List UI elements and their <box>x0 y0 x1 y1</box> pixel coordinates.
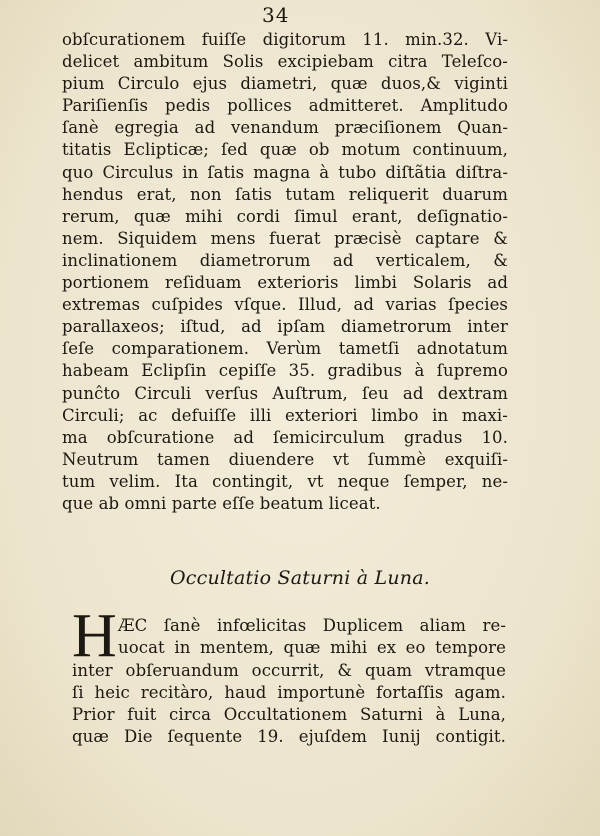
text-line: Neutrum tamen diuendere vt ſummè exquiſi- <box>62 449 508 469</box>
text-line: hendus erat, non ſatis tutam reliquerit duarum <box>62 184 508 204</box>
text-line: punĉto Circuli verſus Auſtrum, ſeu ad dextram <box>62 383 508 403</box>
page-number: 34 <box>262 3 290 27</box>
text-line: Prior fuit circa Occultationem Saturni à Luna, <box>72 705 506 725</box>
text-line: ſi heic recitàro, haud importunè fortaſſis agam. <box>72 682 506 702</box>
text-line: Circuli; ac defuiſſe illi exteriori limbo in maxi- <box>62 405 508 425</box>
text-line: inter obſeruandum occurrit, & quam vtramque <box>72 660 506 680</box>
text-line: rerum, quæ mihi cordi ſimul erant, deſignatio- <box>62 206 508 226</box>
text-line: tum velim. Ita contingit, vt neque ſemper, ne- <box>62 471 508 491</box>
main-paragraph <box>62 29 508 515</box>
text-line: pium Circulo ejus diametri, quæ duos,& viginti <box>62 74 508 94</box>
text-line: inclinationem diametrorum ad verticalem, & <box>62 250 508 270</box>
text-line: ſanè egregia ad venandum præciſionem Quan- <box>62 118 508 138</box>
text-line: ÆC ſanè infœlicitas Duplicem aliam re- <box>118 616 506 635</box>
text-line: delicet ambitum Solis excipiebam citra Teleſco- <box>62 52 508 72</box>
text-line: quo Circulus in ſatis magna à tubo diſtãtia diſtra- <box>62 162 508 182</box>
text-line: quæ Die ſequente 19. ejuſdem Iunij contigit. <box>72 727 506 747</box>
text-line: que ab omni parte eſſe beatum liceat. <box>62 493 381 513</box>
text-line: portionem reſiduam exterioris limbi Solaris ad <box>62 273 508 293</box>
text-line: ſeſe comparationem. Verùm tametſi adnotatum <box>62 339 508 359</box>
text-line: obſcurationem fuiſſe digitorum 11. min.32. Vi- <box>62 30 508 49</box>
section-heading: Occultatio Saturni à Luna. <box>169 567 430 589</box>
text-line: nem. Siquidem mens fuerat præcisè captare & <box>62 228 508 248</box>
text-line: Pariſienſis pedis pollices admitteret. Amplitudo <box>62 96 508 116</box>
text-line: ma obſcuratione ad ſemicirculum gradus 10. <box>62 427 508 447</box>
section-paragraph <box>72 615 506 749</box>
text-line: habeam Eclipſin cepiſſe 35. gradibus à ſupremo <box>62 361 508 381</box>
text-line: titatis Eclipticæ; ſed quæ ob motum continuum, <box>62 140 508 160</box>
text-line: parallaxeos; iſtud, ad ipſam diametrorum inter <box>62 317 508 337</box>
text-line: extremas cuſpides vſque. Illud, ad varias ſpecies <box>62 295 508 315</box>
drop-capital: H <box>72 602 115 670</box>
text-line: uocat in mentem, quæ mihi ex eo tempore <box>118 638 506 658</box>
